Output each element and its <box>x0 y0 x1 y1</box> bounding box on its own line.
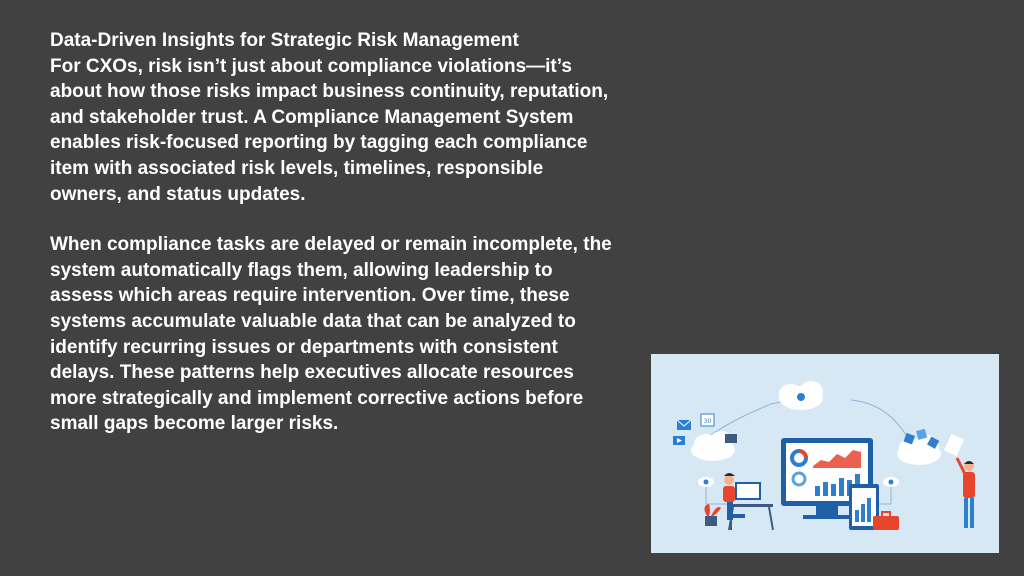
paragraph-cxo-risk: For CXOs, risk isn’t just about compliance violations—it’s about how those risks impact business continuity, reputation, and stakeholder trust. A Compliance Management System enables risk-focused reporting by tagging each compliance item with associated risk levels, timelines, responsible owners, and status updates. <box>50 55 609 205</box>
plant-icon <box>704 504 721 526</box>
folder-icon <box>725 434 737 443</box>
calendar-icon <box>701 414 714 426</box>
video-icon <box>673 436 685 445</box>
illustration-svg <box>651 354 999 553</box>
standing-person <box>957 458 975 528</box>
analytics-illustration <box>651 354 999 553</box>
paragraph-compliance-tasks: When compliance tasks are delayed or remain incomplete, the system automatically flags them, allowing leadership to assess which areas require intervention. Over time, these systems accumulate valuable data that can be analyzed to identify recurring issues or departments with consistent delays. These patterns help executives allocate resources more strategically and implement corrective actions before small gaps become larger risks. <box>50 234 612 435</box>
mail-icon <box>677 420 691 430</box>
cloud-icon <box>779 381 823 410</box>
text-content <box>50 28 620 462</box>
svg-text:30: 30 <box>703 418 712 425</box>
worker-at-desk <box>723 473 773 530</box>
slide-heading: Data-Driven Insights for Strategic Risk Management <box>50 30 519 51</box>
